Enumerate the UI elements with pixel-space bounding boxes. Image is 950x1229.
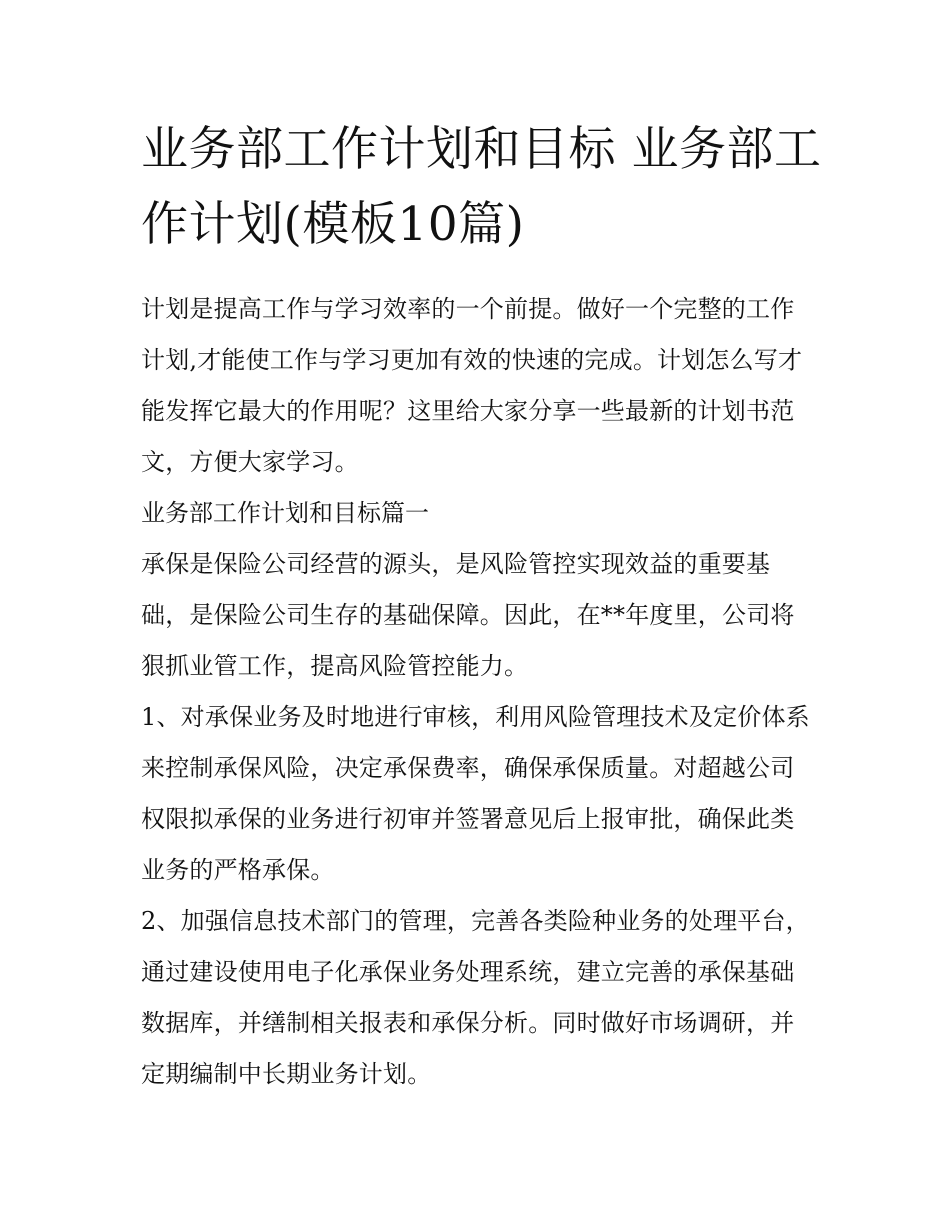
body-paragraph: 承保是保险公司经营的源头，是风险管控实现效益的重要基础，是保险公司生存的基础保障。因此，在**年度里，公司将狠抓业管工作，提高风险管控能力。 [141, 550, 795, 680]
list-item-1: 1、对承保业务及时地进行审核，利用风险管理技术及定价体系来控制承保风险，决定承保费率，确保承保质量。对超越公司权限拟承保的业务进行初审并签署意见后上报审批，确保此类业务的严格承保。 [141, 703, 810, 884]
section-heading: 业务部工作计划和目标篇一 [141, 499, 429, 527]
intro-paragraph: 计划是提高工作与学习效率的一个前提。做好一个完整的工作计划,才能使工作与学习更加有效的快速的完成。计划怎么写才能发挥它最大的作用呢？这里给大家分享一些最新的计划书范文，方便大家学习。 [141, 295, 803, 476]
document-title: 业务部工作计划和目标 业务部工作计划(模板10篇) [141, 122, 822, 252]
list-item-2: 2、加强信息技术部门的管理，完善各类险种业务的处理平台，通过建设使用电子化承保业务处理系统，建立完善的承保基础数据库，并缮制相关报表和承保分析。同时做好市场调研，并定期编制中长期业务计划。 [141, 907, 810, 1088]
